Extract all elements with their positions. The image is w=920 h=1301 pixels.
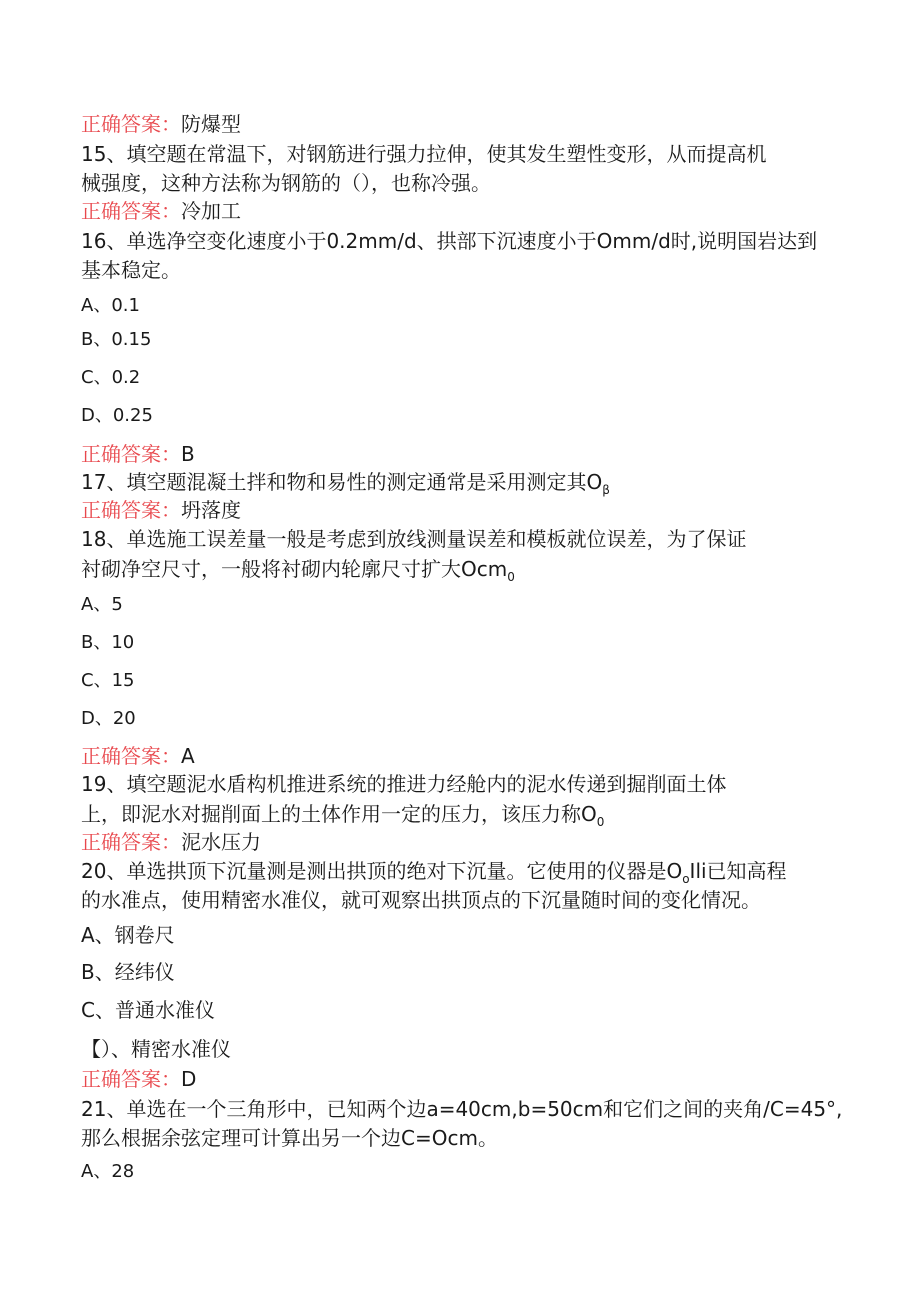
option-d: 【）、精密水准仪: [81, 1037, 231, 1061]
option-a: A、28: [81, 1161, 135, 1182]
answer-label: 正确答案：: [81, 498, 181, 522]
question-19-text: 上，即泥水对掘削面上的土体作用一定的压力，该压力称O: [81, 802, 597, 826]
answer-value: D: [181, 1067, 197, 1091]
answer-line-q16: [81, 440, 195, 468]
answer-value: B: [181, 442, 195, 466]
answer-label: 正确答案：: [81, 442, 181, 466]
question-17-text: 17、填空题混凝土拌和物和易性的测定通常是采用测定其O: [81, 470, 603, 494]
question-21-line-1: 21、单选在一个三角形中，已知两个边a=40cm,b=50cm和它们之间的夹角/C=45°,: [81, 1097, 843, 1121]
answer-label: 正确答案：: [81, 112, 181, 136]
question-20-line-2: 的水准点，使用精密水准仪，就可观察出拱顶点的下沉量随时间的变化情况。: [81, 888, 761, 912]
option-a: A、5: [81, 594, 123, 615]
question-17-subscript: β: [602, 483, 610, 497]
option-c: C、15: [81, 670, 135, 691]
question-19-line-1: 19、填空题泥水盾构机推进系统的推进力经舱内的泥水传递到掘削面土体: [81, 772, 727, 796]
answer-value: 坍落度: [181, 498, 241, 522]
option-b: B、经纬仪: [81, 960, 175, 984]
question-18-text: 衬砌净空尺寸，一般将衬砌内轮廓尺寸扩大Ocm: [81, 557, 508, 581]
answer-value: 冷加工: [181, 199, 241, 223]
answer-line-q18: [81, 742, 195, 770]
answer-label: 正确答案：: [81, 1067, 181, 1091]
option-a: A、钢卷尺: [81, 923, 175, 947]
answer-value: 防爆型: [181, 112, 241, 136]
option-c: C、0.2: [81, 367, 141, 388]
question-16-line-2: 基本稳定。: [81, 258, 181, 282]
answer-line-q14: [81, 110, 241, 138]
question-18-line-1: 18、单选施工误差量一般是考虑到放线测量误差和模板就位误差，为了保证: [81, 527, 747, 551]
question-20-text-pre: 20、单选拱顶下沉量测是测出拱顶的绝对下沉量。它使用的仪器是O: [81, 859, 683, 883]
option-a: A、0.1: [81, 295, 140, 316]
question-15-line-2: 械强度，这种方法称为钢筋的（），也称冷强。: [81, 171, 491, 195]
option-d: D、0.25: [81, 405, 153, 426]
question-16-line-1: 16、单选净空变化速度小于0.2mm/d、拱部下沉速度小于Omm/d时,说明国岩达到: [81, 229, 818, 253]
answer-line-q19: [81, 828, 261, 856]
answer-label: 正确答案：: [81, 744, 181, 768]
answer-line-q20: [81, 1065, 196, 1093]
question-18-line-2: [81, 555, 515, 591]
question-15-line-1: 15、填空题在常温下，对钢筋进行强力拉伸，使其发生塑性变形，从而提高机: [81, 142, 767, 166]
answer-label: 正确答案：: [81, 199, 181, 223]
question-19-subscript: 0: [596, 815, 605, 829]
answer-line-q15: [81, 197, 241, 225]
answer-line-q17: [81, 496, 241, 524]
answer-label: 正确答案：: [81, 830, 181, 854]
question-20-subscript: o: [682, 872, 690, 886]
option-b: B、0.15: [81, 329, 152, 350]
question-21-line-2: 那么根据余弦定理可计算出另一个边C=Ocm。: [81, 1126, 498, 1150]
option-c: C、普通水准仪: [81, 998, 215, 1022]
answer-value: A: [181, 744, 195, 768]
option-d: D、20: [81, 708, 136, 729]
question-18-subscript: 0: [507, 570, 515, 584]
answer-value: 泥水压力: [181, 830, 261, 854]
option-b: B、10: [81, 632, 135, 653]
question-20-text-post: Ili已知高程: [689, 859, 787, 883]
